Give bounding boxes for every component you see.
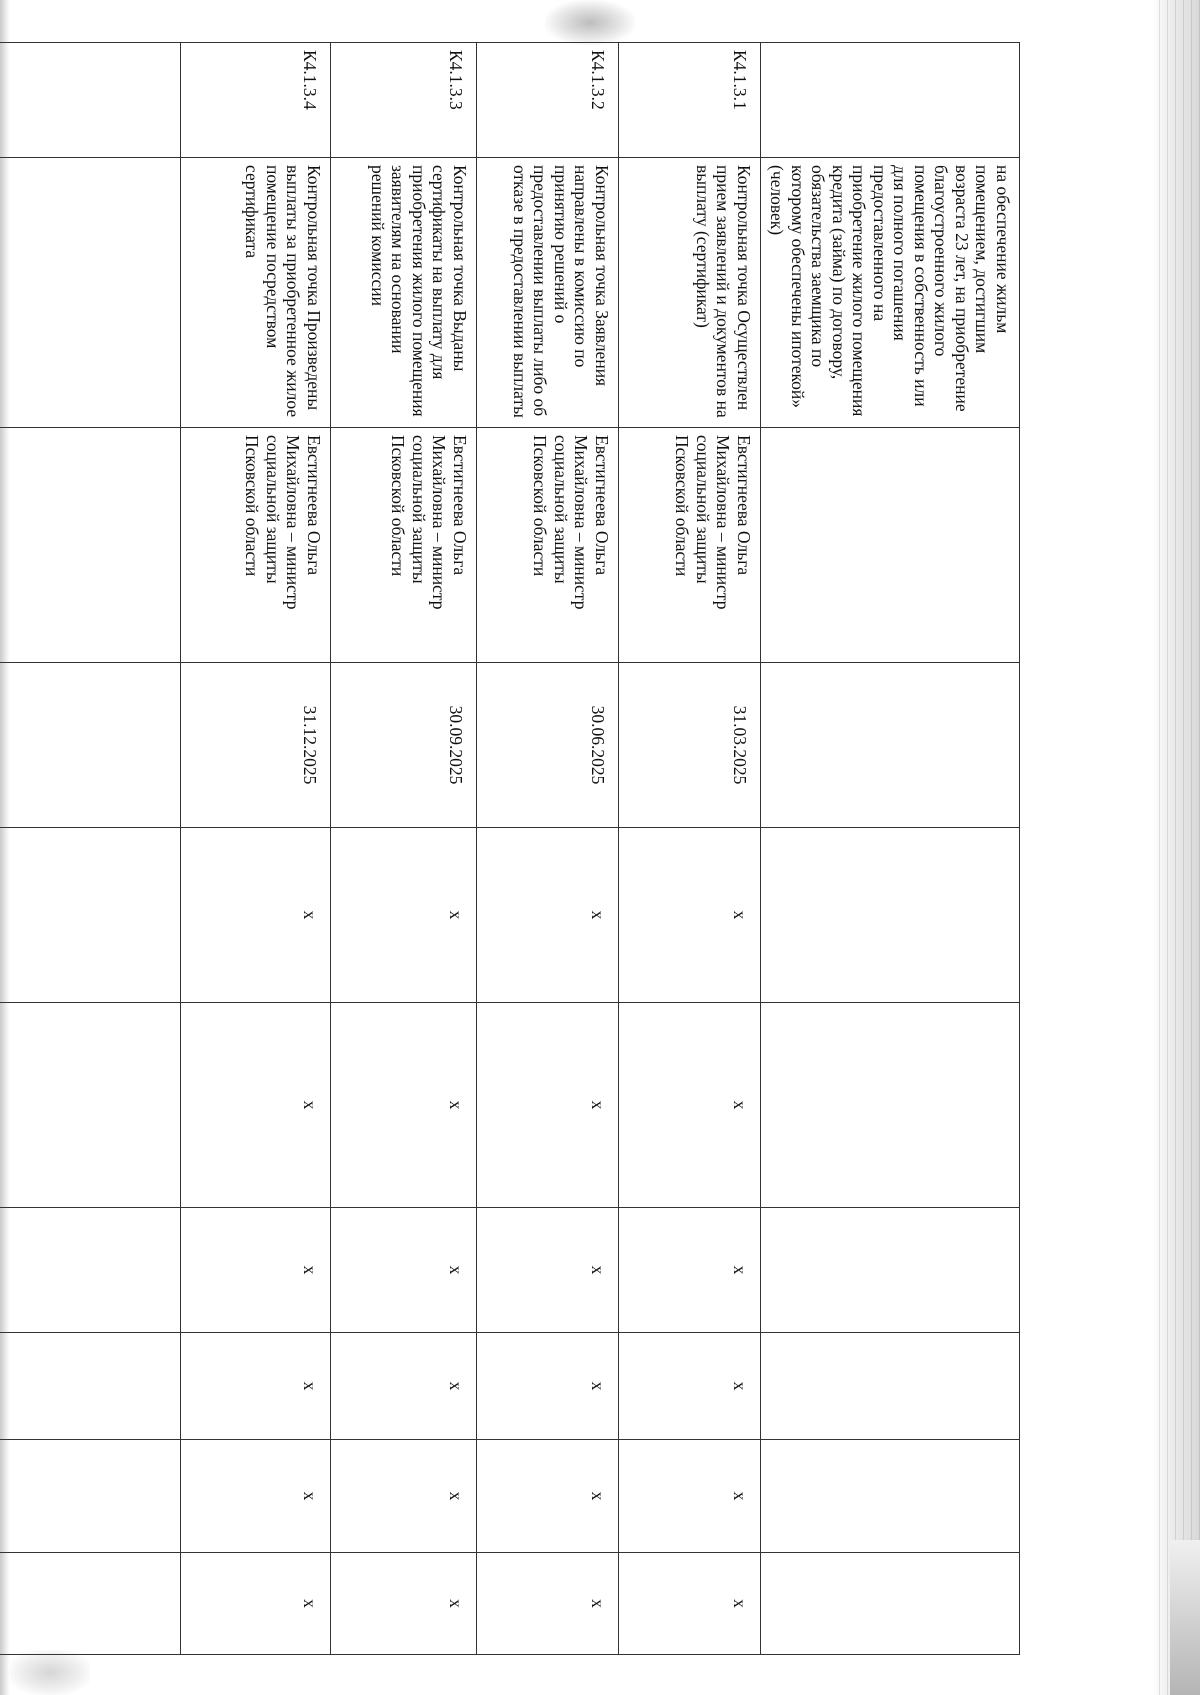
table-row	[181, 43, 331, 1655]
row-mark: x	[181, 828, 331, 1003]
empty-cell	[0, 1553, 181, 1655]
table-row	[619, 43, 761, 1655]
row-mark: x	[619, 828, 761, 1003]
row-code: К4.1.3.3	[331, 43, 477, 158]
rotated-table-sheet	[80, 42, 1020, 1654]
row-mark: x	[477, 1440, 619, 1553]
empty-cell	[0, 1208, 181, 1333]
continuation-text-cell	[761, 158, 1020, 428]
continuation-text: на обеспечение жильм помещением, достигшим возраста 23 лет, на приобретение благоустроенного жилого помещения в собственность или для полного погашения предоставленного на приобретение жилого помещения кредита (займа) по договору, обязательства заемщика по которому обеспечены ипотекой» (человек)	[767, 165, 1013, 417]
row-code: К4.1.3.1	[619, 43, 761, 158]
empty-cell	[761, 1208, 1020, 1333]
row-mark: x	[619, 1003, 761, 1208]
scan-edge-shadow	[1170, 1540, 1200, 1695]
scan-artifact-top	[545, 0, 635, 45]
row-description: Контрольная точка Выданы сертификаты на выплату для приобретения жилого помещения заявителям на основании решений комиссии	[331, 158, 477, 428]
row-mark: x	[181, 1208, 331, 1333]
empty-cell	[761, 428, 1020, 663]
row-mark: x	[331, 1333, 477, 1440]
row-mark: x	[181, 1333, 331, 1440]
empty-cell	[0, 828, 181, 1003]
empty-cell	[0, 43, 181, 158]
row-mark: x	[331, 1003, 477, 1208]
row-description: Контрольная точка Заявления направлены в комиссию по принятию решений о предоставлении выплаты либо об отказе в предоставлении выплаты	[477, 158, 619, 428]
row-responsible: Евстигнеева Ольга Михайловна – министр социальной защиты Псковской области	[619, 428, 761, 663]
empty-cell	[761, 663, 1020, 828]
row-mark: x	[619, 1333, 761, 1440]
empty-cell	[761, 1553, 1020, 1655]
row-mark: x	[331, 828, 477, 1003]
empty-cell	[0, 1333, 181, 1440]
row-mark: x	[477, 1333, 619, 1440]
row-code: К4.1.3.4	[181, 43, 331, 158]
row-mark: x	[477, 1208, 619, 1333]
row-description: Контрольная точка Осуществлен прием заявлений и документов на выплату (сертификат)	[619, 158, 761, 428]
row-mark: x	[619, 1553, 761, 1655]
row-date: 31.03.2025	[619, 663, 761, 828]
table-row	[331, 43, 477, 1655]
empty-cell	[761, 1333, 1020, 1440]
row-description: Контрольная точка Произведены выплаты за приобретенное жилое помещение посредством сертификата	[181, 158, 331, 428]
empty-cell	[0, 1440, 181, 1553]
scan-artifact-bottom	[10, 1650, 90, 1695]
row-mark: x	[331, 1208, 477, 1333]
row-mark: x	[477, 1553, 619, 1655]
row-date: 30.09.2025	[331, 663, 477, 828]
control-points-table	[0, 42, 1020, 1655]
empty-cell	[0, 1003, 181, 1208]
row-code: К4.1.3.2	[477, 43, 619, 158]
table-row	[477, 43, 619, 1655]
row-mark: x	[181, 1003, 331, 1208]
row-mark: x	[477, 1003, 619, 1208]
row-date: 30.06.2025	[477, 663, 619, 828]
row-mark: x	[331, 1440, 477, 1553]
empty-cell	[0, 663, 181, 828]
empty-trailing-row	[0, 43, 181, 1655]
row-mark: x	[331, 1553, 477, 1655]
rotated-table-frame	[80, 42, 1020, 1654]
empty-cell	[761, 1440, 1020, 1553]
row-responsible: Евстигнеева Ольга Михайловна – министр социальной защиты Псковской области	[181, 428, 331, 663]
row-responsible: Евстигнеева Ольга Михайловна – министр социальной защиты Псковской области	[331, 428, 477, 663]
continuation-code-cell	[761, 43, 1020, 158]
row-date: 31.12.2025	[181, 663, 331, 828]
row-responsible: Евстигнеева Ольга Михайловна – министр социальной защиты Псковской области	[477, 428, 619, 663]
continuation-row	[761, 43, 1020, 1655]
row-mark: x	[619, 1208, 761, 1333]
empty-cell	[0, 158, 181, 428]
scan-edge-right	[1152, 0, 1200, 1695]
empty-cell	[0, 428, 181, 663]
row-mark: x	[477, 828, 619, 1003]
row-mark: x	[181, 1440, 331, 1553]
row-mark: x	[181, 1553, 331, 1655]
empty-cell	[761, 1003, 1020, 1208]
empty-cell	[761, 828, 1020, 1003]
row-mark: x	[619, 1440, 761, 1553]
